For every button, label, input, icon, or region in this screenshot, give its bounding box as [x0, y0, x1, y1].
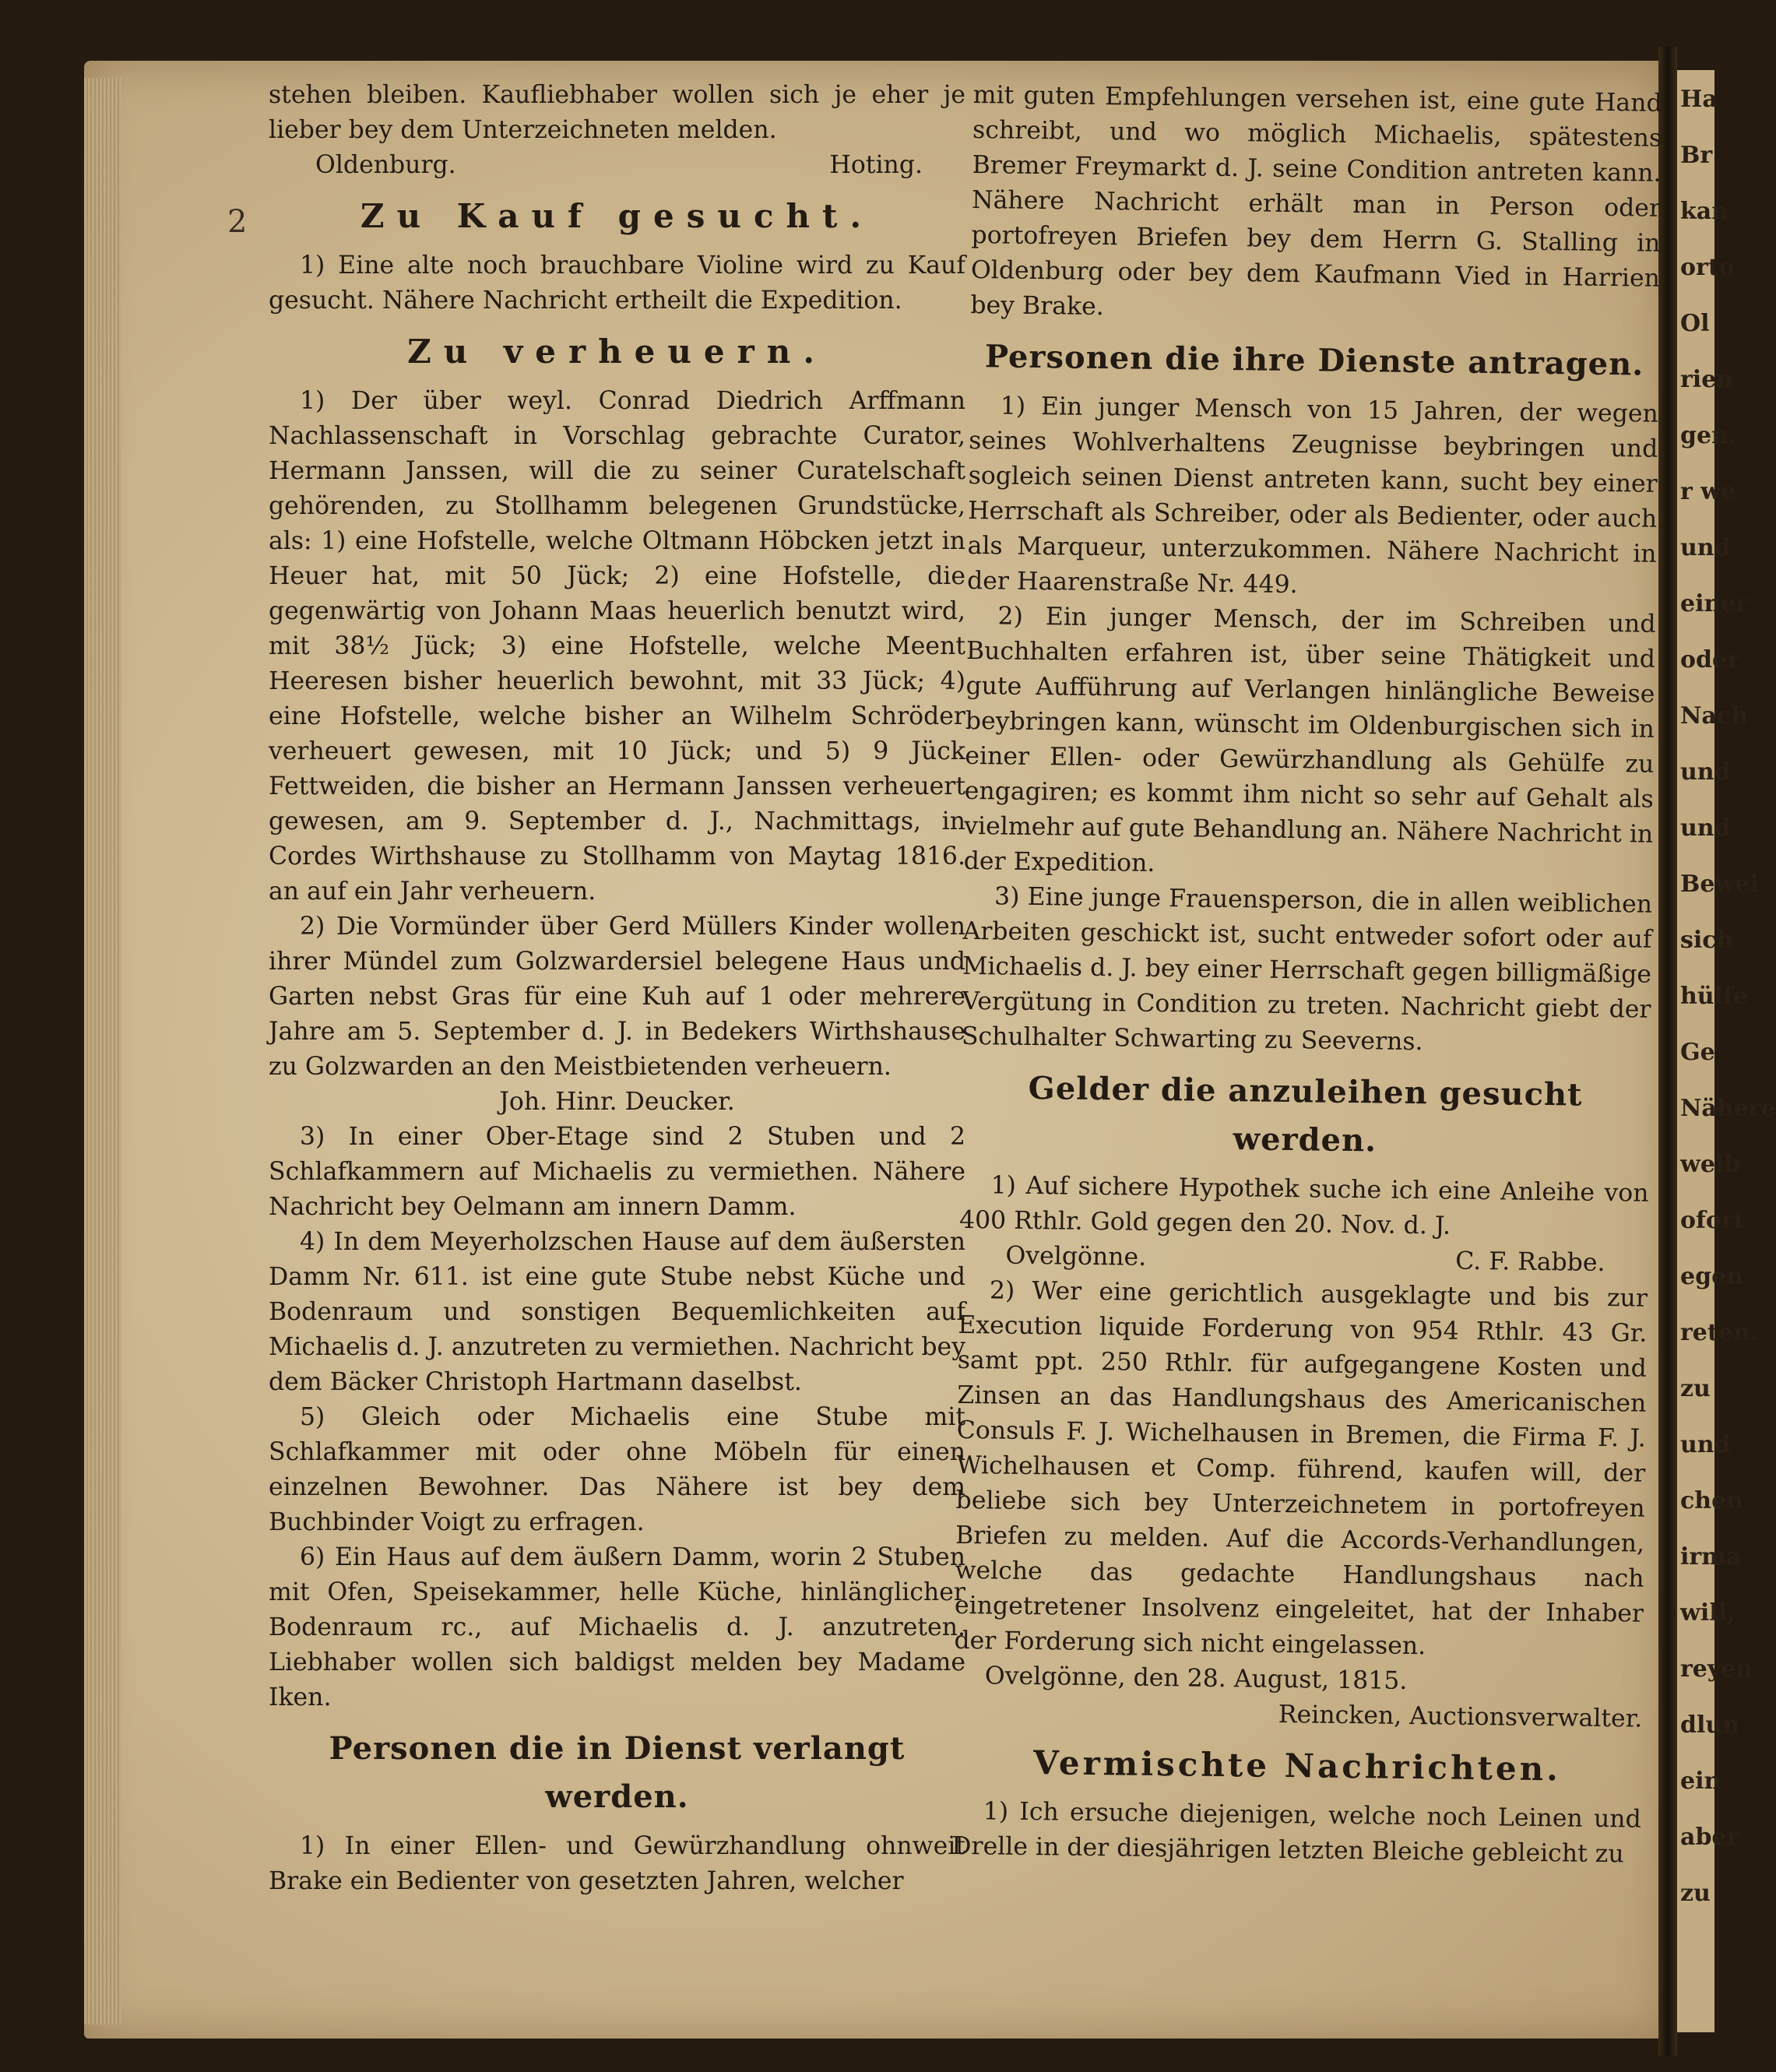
- intro-signature: [269, 148, 965, 183]
- antragen-item-1: 1) Ein junger Mensch von 15 Jahren, der wegen seines Wohlverhaltens Zeugnisse beybringen und sogleich seinen Dienst antreten kann, sucht bey einer Herrschaft als Schreiber, oder als Bedienter, oder auch als Marqueur, unterzukommen. Nähere Nachricht in der Haarenstraße Nr. 449.: [966, 392, 1659, 600]
- verheuern-item-3: 3) In einer Ober-Etage sind 2 Stuben und 2 Schlafkammern auf Michaelis zu vermiethen. Nähere Nachricht bey Oelmann am innern Damm.: [269, 1123, 965, 1221]
- facing-page-fragment: Nähere: [1680, 1095, 1776, 1122]
- facing-page-fragment: und: [1680, 534, 1731, 561]
- heading-personen-in-dienst-verlangt: Personen die in Dienst verlangt werden.: [329, 1730, 906, 1815]
- heading-zu-verheuern: Zu verheuern.: [407, 332, 827, 371]
- margin-number: 2: [227, 204, 248, 240]
- right-column: [951, 78, 1662, 1873]
- facing-page-fragment: zu: [1680, 1880, 1711, 1907]
- gelder-item-1: 1) Auf sichere Hypothek suche ich eine Anleihe von 400 Rthlr. Gold gegen den 20. Nov. d. J.: [958, 1171, 1649, 1240]
- vermischte-item-1: 1) Ich ersuche diejenigen, welche noch Leinen und Drelle in der diesjährigen letzten Bleiche gebleicht zu: [951, 1797, 1641, 1869]
- facing-page-fragment: aber: [1680, 1824, 1739, 1851]
- verheuern-item-2-signature: Joh. Hinr. Deucker.: [499, 1088, 735, 1116]
- facing-page-fragment: und: [1680, 814, 1731, 842]
- facing-page-fragment: Ol: [1680, 310, 1710, 337]
- facing-page-fragment: weib: [1680, 1151, 1741, 1178]
- book-gutter: [1658, 47, 1677, 2056]
- facing-page-fragment: oder: [1680, 646, 1739, 674]
- facing-page-fragment: Ha: [1680, 86, 1718, 113]
- verheuern-item-2: 2) Die Vormünder über Gerd Müllers Kinder wollen ihrer Mündel zum Golzwardersiel belegene Haus und Garten nebst Gras für eine Kuh auf 1 oder mehrere Jahre am 5. September d. J. in Bedekers Wirthshause zu Golzwarden an den Meistbietenden verheuern.: [269, 913, 965, 1081]
- verheuern-item-1: 1) Der über weyl. Conrad Diedrich Arffmann Nachlassenschaft in Vorschlag gebrachte Curator, Hermann Janssen, will die zu seiner Curatelschaft gehörenden, zu Stollhamm belegenen Grundstücke, als: 1) eine Hofstelle, welche Oltmann Höbcken jetzt in Heuer hat, mit 50 Jück; 2) eine Hofstelle, die gegenwärtig von Johann Maas heuerlich benutzt wird, mit 38½ Jück; 3) eine Hofstelle, welche Meent Heeresen bisher heuerlich bewohnt, mit 33 Jück; 4) eine Hofstelle, welche bisher an Wilhelm Schröder verheuert gewesen, mit 10 Jück; und 5) 9 Jück Fettweiden, die bisher an Hermann Janssen verheuert gewesen, am 9. September d. J., Nachmittags, in Cordes Wirthshause zu Stollhamm von Maytag 1816. an auf ein Jahr verheuern.: [269, 387, 965, 906]
- gelder-item-2: 2) Wer eine gerichtlich ausgeklagte und bis zur Execution liquide Forderung von 954 Rthlr. 43 Gr. samt ppt. 250 Rthlr. für aufgegangene Kosten und Zinsen an das Handlungshaus des Americanischen Consuls F. J. Wichelhausen in Bremen, die Firma F. J. Wichelhausen et Comp. führend, kaufen will, der beliebe sich bey Unterzeichnetem in portofreyen Briefen zu melden. Auf die Accords-Verhandlungen, welche das gedachte Handlungshaus nach eingetretener Insolvenz eingeleitet, hat der Inhaber der Forderung sich nicht eingelassen.: [954, 1276, 1648, 1661]
- facing-page-fragment: gen.: [1680, 422, 1737, 449]
- facing-page-fragment: Br: [1680, 142, 1713, 169]
- antragen-item-2: 2) Ein junger Mensch, der im Schreiben und Buchhalten erfahren ist, über seine Thätigkeit und gute Aufführung auf Verlangen hinlängliche Beweise beybringen kann, wünscht im Oldenburgischen sich in einer Ellen- oder Gewürzhandlung als Gehülfe zu engagiren; es kommt ihm nicht so sehr auf Gehalt als vielmehr auf gute Behandlung an. Nähere Nachricht in der Expedition.: [963, 602, 1656, 878]
- facing-page-fragment: kan: [1680, 198, 1729, 225]
- facing-page-fragment: sich: [1680, 927, 1734, 954]
- page-edge-stack: [84, 78, 121, 2025]
- gelder-item-1-name: C. F. Rabbe.: [1455, 1247, 1605, 1278]
- gelder-item-1-place: Ovelgönne.: [1005, 1241, 1147, 1272]
- facing-page-fragment: und: [1680, 758, 1731, 786]
- continuation-text: mit guten Empfehlungen versehen ist, eine gute Hand schreibt, und wo möglich Michaelis, spätestens Bremer Freymarkt d. J. seine Condition antreten kann. Nähere Nachricht erhält man in Person oder portofreyen Briefen bey dem Herrn G. Stalling in Oldenburg oder bey dem Kaufmann Vied in Harrien bey Brake.: [970, 80, 1662, 322]
- intro-place: Oldenburg.: [315, 151, 456, 179]
- facing-page-fragment: hülfe: [1680, 983, 1749, 1010]
- verheuern-item-4: 4) In dem Meyerholzschen Hause auf dem äußersten Damm Nr. 611. ist eine gute Stube nebst Küche und Bodenraum und sonstigen Bequemlichkeiten auf Michaelis d. J. anzutreten zu vermiethen. Nachricht bey dem Bäcker Christoph Hartmann daselbst.: [269, 1228, 965, 1396]
- facing-page-fragment: zu: [1680, 1375, 1711, 1402]
- intro-name: Hoting.: [829, 151, 923, 179]
- facing-page-fragment: und: [1680, 1431, 1731, 1458]
- facing-page-fragment: ofort: [1680, 1207, 1745, 1234]
- intro-text: stehen bleiben. Kaufliebhaber wollen sich je eher je lieber bey dem Unterzeichneten melden.: [269, 81, 965, 144]
- heading-zu-kauf-gesucht: Zu Kauf gesucht.: [360, 197, 874, 235]
- facing-page-fragment: dlun: [1680, 1711, 1739, 1739]
- facing-page-fragment: egen: [1680, 1263, 1743, 1290]
- facing-page-fragment: orto: [1680, 254, 1735, 281]
- facing-page-fragment: Nach: [1680, 702, 1748, 730]
- heading-gelder-anzuleihen: Gelder die anzuleihen gesucht werden.: [1028, 1069, 1583, 1159]
- verheuern-item-5: 5) Gleich oder Michaelis eine Stube mit Schlafkammer mit oder ohne Möbeln für einen einzelnen Bewohner. Das Nähere ist bey dem Buchbinder Voigt zu erfragen.: [269, 1403, 965, 1536]
- facing-page-fragment: will,: [1680, 1599, 1736, 1627]
- facing-page-fragment: chen: [1680, 1487, 1743, 1514]
- verheuern-item-6: 6) Ein Haus auf dem äußern Damm, worin 2 Stuben mit Ofen, Speisekammer, helle Küche, hinlänglicher Bodenraum rc., auf Michaelis d. J. anzutreten. Liebhaber wollen sich baldigst melden bey Madame Iken.: [269, 1543, 965, 1711]
- heading-vermischte-nachrichten: Vermischte Nachrichten.: [1032, 1743, 1562, 1789]
- facing-page-fragment: ein: [1680, 1768, 1721, 1795]
- kauf-item-1: 1) Eine alte noch brauchbare Violine wird zu Kauf gesucht. Nähere Nachricht ertheilt die Expedition.: [269, 252, 965, 315]
- facing-page-fragment: rien: [1680, 366, 1734, 393]
- facing-page-fragment: Bewei: [1680, 871, 1759, 898]
- facing-page-fragment: reten.: [1680, 1319, 1759, 1346]
- heading-personen-dienste-antragen: Personen die ihre Dienste antragen.: [984, 338, 1644, 383]
- facing-page-fragment: reyen: [1680, 1655, 1753, 1683]
- facing-page-fragment: einer: [1680, 590, 1749, 617]
- dienst-verlangt-item-1: 1) In einer Ellen- und Gewürzhandlung ohnweit Brake ein Bedienter von gesetzten Jahren, welcher: [269, 1832, 965, 1895]
- facing-page-fragment: r we: [1680, 478, 1736, 505]
- facing-page-fragment: irma: [1680, 1543, 1742, 1571]
- facing-page-fragment: Ge: [1680, 1039, 1715, 1066]
- gelder-item-2-date: Ovelgönne, den 28. August, 1815.: [984, 1662, 1408, 1695]
- antragen-item-3: 3) Eine junge Frauensperson, die in allen weiblichen Arbeiten geschickt ist, sucht entweder sofort oder auf Michaelis d. J. bey einer Herrschaft gegen billigmäßige Vergütung in Condition zu treten. Nachricht giebt der Schulhalter Schwarting zu Seeverns.: [961, 882, 1653, 1057]
- gelder-item-2-signature: Reincken, Auctionsverwalter.: [1278, 1700, 1643, 1733]
- left-column: [269, 78, 965, 1899]
- facing-page-strip: [1677, 70, 1776, 2032]
